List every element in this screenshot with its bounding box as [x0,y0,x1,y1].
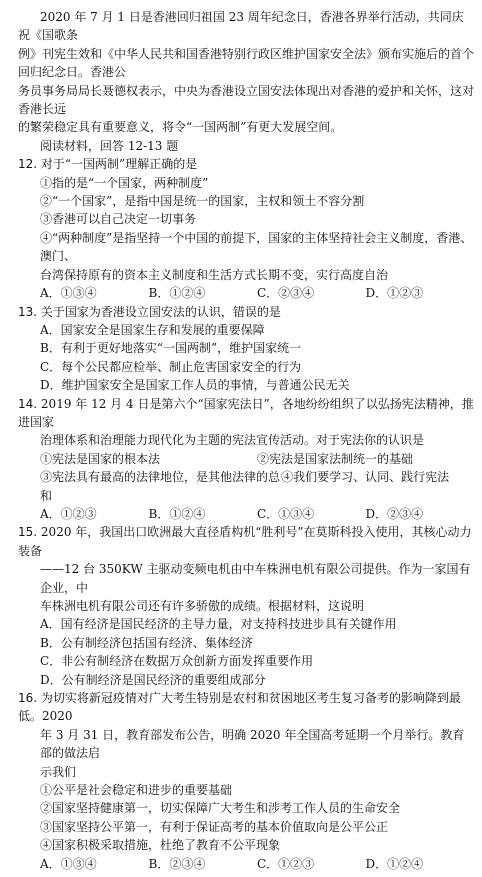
option-b[interactable]: B．①②④ [148,286,206,301]
option-d[interactable]: D．公有制经济是国民经济的重要组成部分 [40,672,266,687]
question-stem-continued: 车株洲电机有限公司还有许多骄傲的成绩。根据材料，这说明 [40,599,365,613]
statement-row [18,450,474,468]
question-stem: 为切实将新冠疫情对广大考生特别是农村和贫困地区考生复习备考的影响降到最低。2020 [18,691,461,724]
option-a[interactable]: A．①②③ [40,506,97,521]
question-number: 12. [18,157,38,172]
statement-item: ④国家积极采取措施，杜绝了教育不公平现象 [40,838,281,853]
statement-item: ①指的是“一个国家，两种制度” [40,175,209,190]
answer-options [18,284,474,302]
option-a[interactable]: A．①③④ [40,856,97,871]
statement-item: ④“两种制度”是指坚持一个中国的前提下，国家的主体坚持社会主义制度，香港、澳门、 [40,230,473,264]
option-a[interactable]: A．①③④ [40,286,97,301]
question-13 [18,303,474,395]
option-d[interactable]: D．①②③ [365,286,424,301]
option-b[interactable]: B．公有制经济包括国有经济、集体经济 [40,635,253,650]
option-c[interactable]: C．①②③ [257,856,315,871]
question-number: 16. [18,691,38,706]
statement-item: ③国家坚持公平第一，有利于保证高考的基本价值取向是公平公正 [40,819,389,834]
material-line: 务员事务局局长聂德权表示，中央为香港设立国安法体现出对香港的爱护和关怀，这对香港长远 [18,83,475,117]
option-d[interactable]: D．②③④ [365,506,424,521]
question-number: 14. [18,396,38,411]
question-12 [18,155,474,302]
option-b[interactable]: B．有利于更好地落实“一国两制”，维护国家统一 [40,341,302,356]
statement-item: ②“一个国家”，是指中国是统一的国家，主权和领土不容分割 [40,194,365,209]
statement-item: ③宪法具有最高的法律地位，是其他法律的总和 [40,470,281,503]
question-stem-continued: 示我们 [40,764,77,779]
statement-item: 台湾保持原有的资本主义制度和生活方式长期不变，实行高度自治 [40,267,389,282]
option-a[interactable]: A．国有经济是国民经济的主导力量，对支持科技进步具有关键作用 [40,617,397,632]
statement-item: ①公平是社会稳定和进步的重要基础 [40,783,233,798]
statement-item: ③香港可以自己决定一切事务 [40,212,197,227]
statement-row [18,468,474,505]
question-16 [18,689,474,873]
question-number: 15. [18,525,38,540]
statement-item: ②国家坚持健康第一，切实保障广大考生和涉考工作人员的生命安全 [40,801,401,816]
statement-item: ①宪法是国家的根本法 [40,451,161,466]
option-c[interactable]: C．②③④ [257,286,315,301]
option-a[interactable]: A．国家安全是国家生存和发展的重要保障 [40,322,265,337]
question-stem: 对于“一国两制”理解正确的是 [40,157,198,172]
option-c[interactable]: C．每个公民都应检举、制止危害国家安全的行为 [40,359,302,374]
option-b[interactable]: B．①②④ [148,506,206,521]
option-c[interactable]: C．非公有制经济在数据万众创新方面发挥重要作用 [40,654,314,669]
material-line: 例》刊宪生效和《中华人民共和国香港特别行政区维护国家安全法》颁布实施后的首个回归纪念日。香港公 [18,46,475,80]
question-stem: 关于国家为香港设立国安法的认识，错误的是 [40,304,281,319]
option-d[interactable]: D．维护国家安全是国家工作人员的事情，与普通公民无关 [40,378,350,393]
statement-item: ②宪法是国家法制统一的基础 [257,451,414,466]
question-15 [18,523,474,689]
question-number: 13. [18,304,38,319]
answer-options [18,855,474,873]
reading-material [18,8,474,155]
material-line: 的繁荣稳定具有重要意义，将令“一国两制”有更大发展空间。 [18,120,343,135]
question-stem: 2019 年 12 月 4 日是第六个“国家宪法日”，各地纷纷组织了以弘扬宪法精神，推进国家 [18,396,474,429]
question-stem-continued: 治理体系和治理能力现代化为主题的宪法宣传活动。对于宪法你的认识是 [40,433,425,448]
material-line: 2020 年 7 月 1 日是香港回归祖国 23 周年纪念日，香港各界举行活动，共同庆祝《国歌条 [18,10,464,43]
material-prompt: 阅读材料，回答 12-13 题 [40,138,179,153]
question-stem: 2020 年，我国出口欧洲最大直径盾构机“胜利号”在莫斯科投入使用，其核心动力装备 [18,525,472,558]
question-stem-continued: ——12 台 350KW 主驱动变频电机由中车株洲电机有限公司提供。作为一家国有企业，中 [40,562,471,595]
option-c[interactable]: C．①③④ [257,506,315,521]
option-d[interactable]: D．①②④ [365,856,424,871]
question-14 [18,395,474,524]
answer-options [18,505,474,523]
question-stem-continued: 年 3 月 31 日，教育部发布公告，明确 2020 年全国高考延期一个月举行。教育部的做法启 [40,727,465,761]
statement-item: ④我们要学习、认同、践行宪法 [281,470,450,485]
option-b[interactable]: B．②③④ [148,856,206,871]
